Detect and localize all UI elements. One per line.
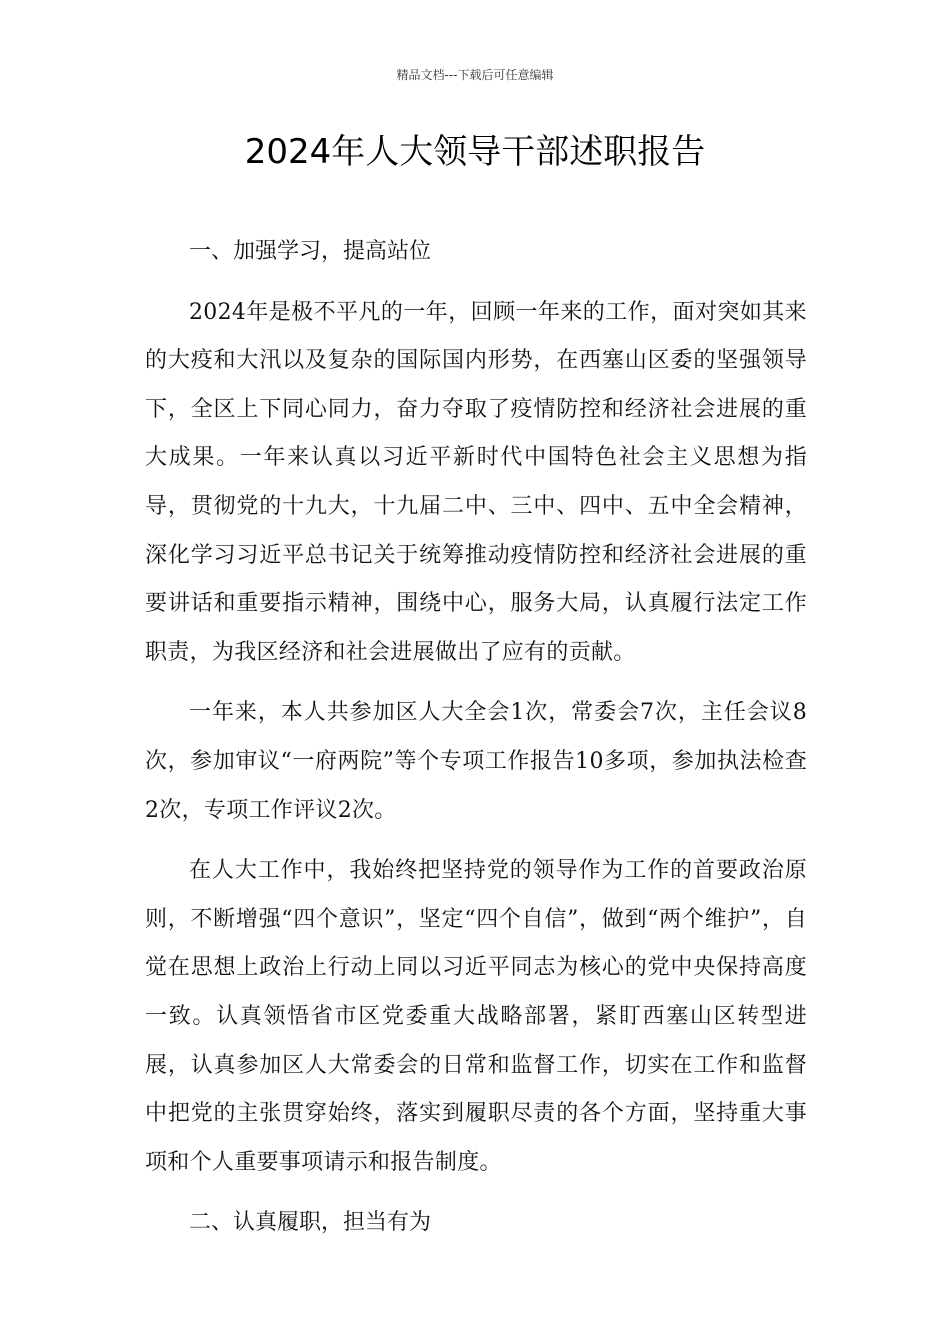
document-body: [145, 228, 807, 1248]
header-note: 精品文档---下载后可任意编辑: [396, 68, 554, 82]
section-heading-1: 一、加强学习，提高站位: [189, 239, 432, 264]
paragraph-2: 一年来，本人共参加区人大全会1次，常委会7次，主任会议8次，参加审议“一府两院”等个专项工作报告10多项，参加执法检查2次，专项工作评议2次。: [145, 700, 807, 823]
paragraph-3: 在人大工作中，我始终把坚持党的领导作为工作的首要政治原则，不断增强“四个意识”，坚定“四个自信”，做到“两个维护”，自觉在思想上政治上行动上同以习近平同志为核心的党中央保持高度一致。认真领悟省市区党委重大战略部署，紧盯西塞山区转型进展，认真参加区人大常委会的日常和监督工作，切实在工作和监督中把党的主张贯穿始终，落实到履职尽责的各个方面，坚持重大事项和个人重要事项请示和报告制度。: [145, 858, 807, 1175]
paragraph-1: 2024年是极不平凡的一年，回顾一年来的工作，面对突如其来的大疫和大汛以及复杂的国际国内形势，在西塞山区委的坚强领导下，全区上下同心同力，奋力夺取了疫情防控和经济社会进展的重大成果。一年来认真以习近平新时代中国特色社会主义思想为指导，贯彻党的十九大，十九届二中、三中、四中、五中全会精神，深化学习习近平总书记关于统筹推动疫情防控和经济社会进展的重要讲话和重要指示精神，围绕中心，服务大局，认真履行法定工作职责，为我区经济和社会进展做出了应有的贡献。: [145, 299, 807, 665]
document-title: 2024年人大领导干部述职报告: [244, 132, 706, 172]
section-heading-2: 二、认真履职，担当有为: [189, 1210, 432, 1236]
